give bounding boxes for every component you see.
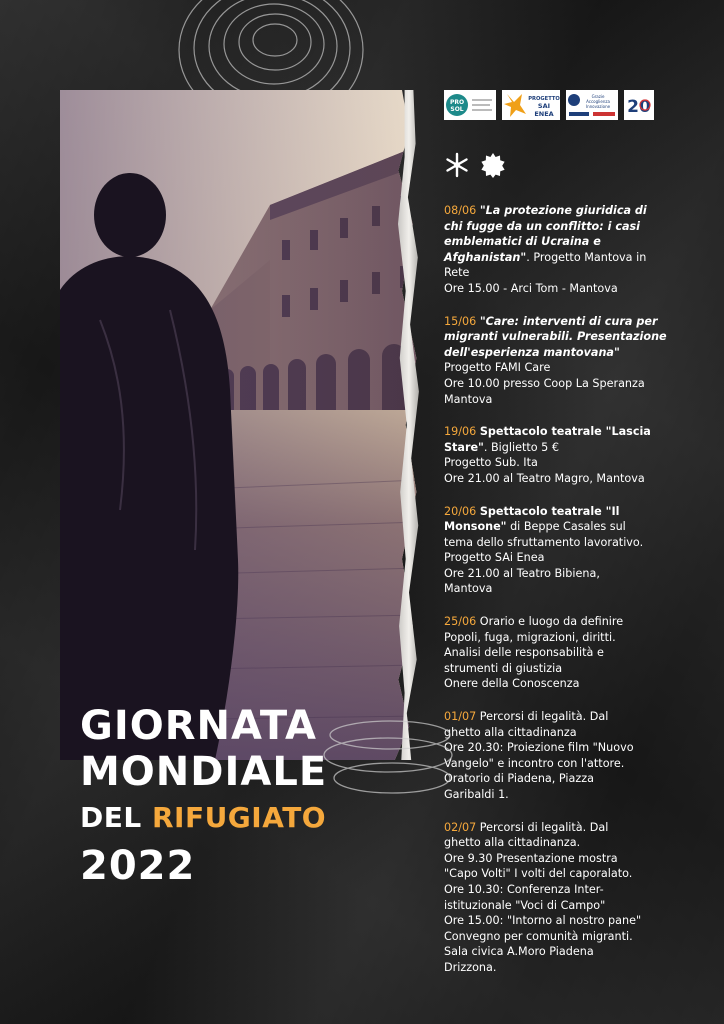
event-text: dell'esperienza mantovana" (444, 345, 620, 359)
event-line (444, 440, 714, 456)
event-line (444, 740, 714, 756)
event-text: emblematici di Ucraina e (444, 235, 601, 249)
event-text: . Progetto Mantova in (526, 250, 647, 264)
event-item (444, 203, 714, 297)
sponsor-logos (444, 90, 654, 120)
event-date: 20/06 (444, 504, 477, 518)
event-line (444, 645, 714, 661)
event-text: Mantova (444, 582, 493, 596)
partner-logo-text-3: Innovazione (585, 104, 611, 109)
event-text: Drizzona. (444, 960, 497, 974)
event-line (444, 756, 714, 772)
event-line (444, 203, 714, 219)
event-line (444, 455, 714, 471)
event-line (444, 424, 714, 440)
event-item (444, 709, 714, 803)
event-text: ghetto alla cittadinanza. (444, 836, 581, 850)
event-date: 25/06 (444, 615, 477, 629)
twenty-logo-text: 20 (627, 97, 651, 117)
event-line (444, 960, 714, 976)
event-item (444, 504, 714, 598)
twenty-logo (624, 90, 654, 120)
partner-logo-text-2: Accoglienza (586, 99, 610, 104)
event-line (444, 566, 714, 582)
event-line (444, 265, 714, 281)
event-text: Onere della Conoscenza (444, 677, 580, 691)
asterisk-star-icon (444, 152, 470, 178)
event-date: 08/06 (444, 204, 477, 217)
event-line (444, 661, 714, 677)
event-text: Garibaldi 1. (444, 788, 509, 801)
event-text: migranti vulnerabili. Presentazione (444, 330, 667, 344)
event-line (444, 913, 714, 929)
event-text: Spettacolo teatrale "Lascia (479, 425, 651, 439)
prosol-logo (444, 90, 496, 120)
event-line (444, 835, 714, 851)
event-text: "La protezione giuridica di (479, 204, 647, 217)
sai-logo-text-3: ENEA (534, 110, 554, 118)
event-line (444, 614, 714, 630)
event-text: chi fugge da un conflitto: i casi (444, 219, 641, 233)
event-text: Spettacolo teatrale "Il (479, 504, 620, 518)
event-line (444, 787, 714, 803)
event-text: Percorsi di legalità. Dal (476, 820, 609, 834)
event-date: 15/06 (444, 314, 477, 328)
progetto-sai-enea-logo (502, 90, 560, 120)
event-text: Progetto SAi Enea (444, 551, 545, 565)
event-line (444, 392, 714, 408)
event-line (444, 329, 714, 345)
event-text: di Beppe Casales sul (506, 520, 626, 534)
event-item (444, 424, 714, 486)
event-line (444, 944, 714, 960)
event-text: Monsone" (444, 520, 507, 534)
event-text: Ore 15.00: "Intorno al nostro pane" (444, 914, 642, 928)
event-line (444, 314, 714, 330)
badge-star-icon (480, 152, 506, 178)
event-text: "Care (479, 314, 515, 328)
event-text: ghetto alla cittadinanza (444, 725, 577, 739)
title-line-mondiale: MONDIALE (80, 749, 328, 795)
event-text: Ore 15.00 - Arci Tom - Mantova (444, 281, 618, 295)
event-text: Progetto Sub. Ita (444, 456, 538, 470)
event-line (444, 866, 714, 882)
event-text: Ore 9.30 Presentazione mostra (444, 851, 618, 865)
event-text: Oratorio di Piadena, Piazza (444, 772, 594, 786)
event-line (444, 581, 714, 597)
event-line (444, 519, 714, 535)
event-line (444, 360, 714, 376)
event-text: : interventi di cura per (514, 314, 658, 328)
event-line (444, 471, 714, 487)
prosol-logo-text-1: PRO (449, 99, 465, 106)
event-text: Orario e luogo da definire (476, 615, 624, 629)
event-line (444, 725, 714, 741)
event-text: Afghanistan" (444, 250, 527, 264)
event-line (444, 929, 714, 945)
prosol-logo-text-2: SOL (450, 106, 464, 113)
events-list (444, 203, 714, 993)
title-line-giornata: GIORNATA (80, 703, 317, 749)
partner-logo (566, 90, 618, 120)
event-line (444, 345, 714, 361)
event-text: istituzionale "Voci di Campo" (444, 898, 606, 912)
event-item (444, 820, 714, 976)
title-del: DEL (80, 801, 142, 834)
event-text: . Biglietto 5 € (483, 440, 559, 454)
event-date: 01/07 (444, 710, 477, 724)
event-text: Ore 21.00 al Teatro Magro, Mantova (444, 471, 645, 485)
event-line (444, 771, 714, 787)
event-date: 02/07 (444, 820, 477, 834)
event-text: Convegno per comunità migranti. (444, 929, 633, 943)
partner-logo-text-1: Grazie (591, 94, 605, 99)
poster-title (80, 703, 327, 891)
palazzo-ducale-photo (60, 90, 420, 760)
event-line (444, 898, 714, 914)
event-text: tema dello sfruttamento lavorativo. (444, 535, 644, 549)
title-rifugiato: RIFUGIATO (151, 801, 327, 834)
event-text: Ore 10.00 presso Coop La Speranza (444, 376, 645, 390)
event-text: Mantova (444, 392, 493, 406)
event-text: Percorsi di legalità. Dal (476, 710, 609, 724)
event-text: Sala civica A.Moro Piadena (444, 945, 594, 959)
event-text: Rete (444, 266, 470, 280)
event-line (444, 630, 714, 646)
title-year: 2022 (80, 843, 196, 889)
event-date: 19/06 (444, 425, 477, 439)
event-text: Analisi delle responsabilità e (444, 646, 604, 660)
event-text: Stare" (444, 440, 484, 454)
event-item (444, 314, 714, 408)
star-icons (444, 152, 506, 178)
event-line (444, 550, 714, 566)
event-line (444, 281, 714, 297)
event-text: Popoli, fuga, migrazioni, diritti. (444, 630, 616, 644)
event-line (444, 709, 714, 725)
event-line (444, 535, 714, 551)
event-line (444, 250, 714, 266)
event-text: Vangelo" e incontro con l'attore. (444, 756, 625, 770)
event-line (444, 676, 714, 692)
event-item (444, 614, 714, 692)
event-line (444, 219, 714, 235)
event-line (444, 851, 714, 867)
title-line-del-rifugiato (80, 795, 327, 841)
sai-logo-text-2: SAI (537, 102, 551, 110)
sai-logo-text-1: PROGETTO (528, 96, 560, 102)
event-text: Progetto FAMI Care (444, 361, 551, 375)
event-line (444, 376, 714, 392)
event-text: Ore 10.30: Conferenza Inter- (444, 882, 604, 896)
event-line (444, 234, 714, 250)
event-line (444, 882, 714, 898)
event-text: Ore 20.30: Proiezione film "Nuovo (444, 741, 634, 755)
event-text: Ore 21.00 al Teatro Bibiena, (444, 566, 600, 580)
event-line (444, 504, 714, 520)
event-text: "Capo Volti" I volti del caporalato. (444, 867, 633, 881)
event-line (444, 820, 714, 836)
event-text: strumenti di giustizia (444, 661, 563, 675)
